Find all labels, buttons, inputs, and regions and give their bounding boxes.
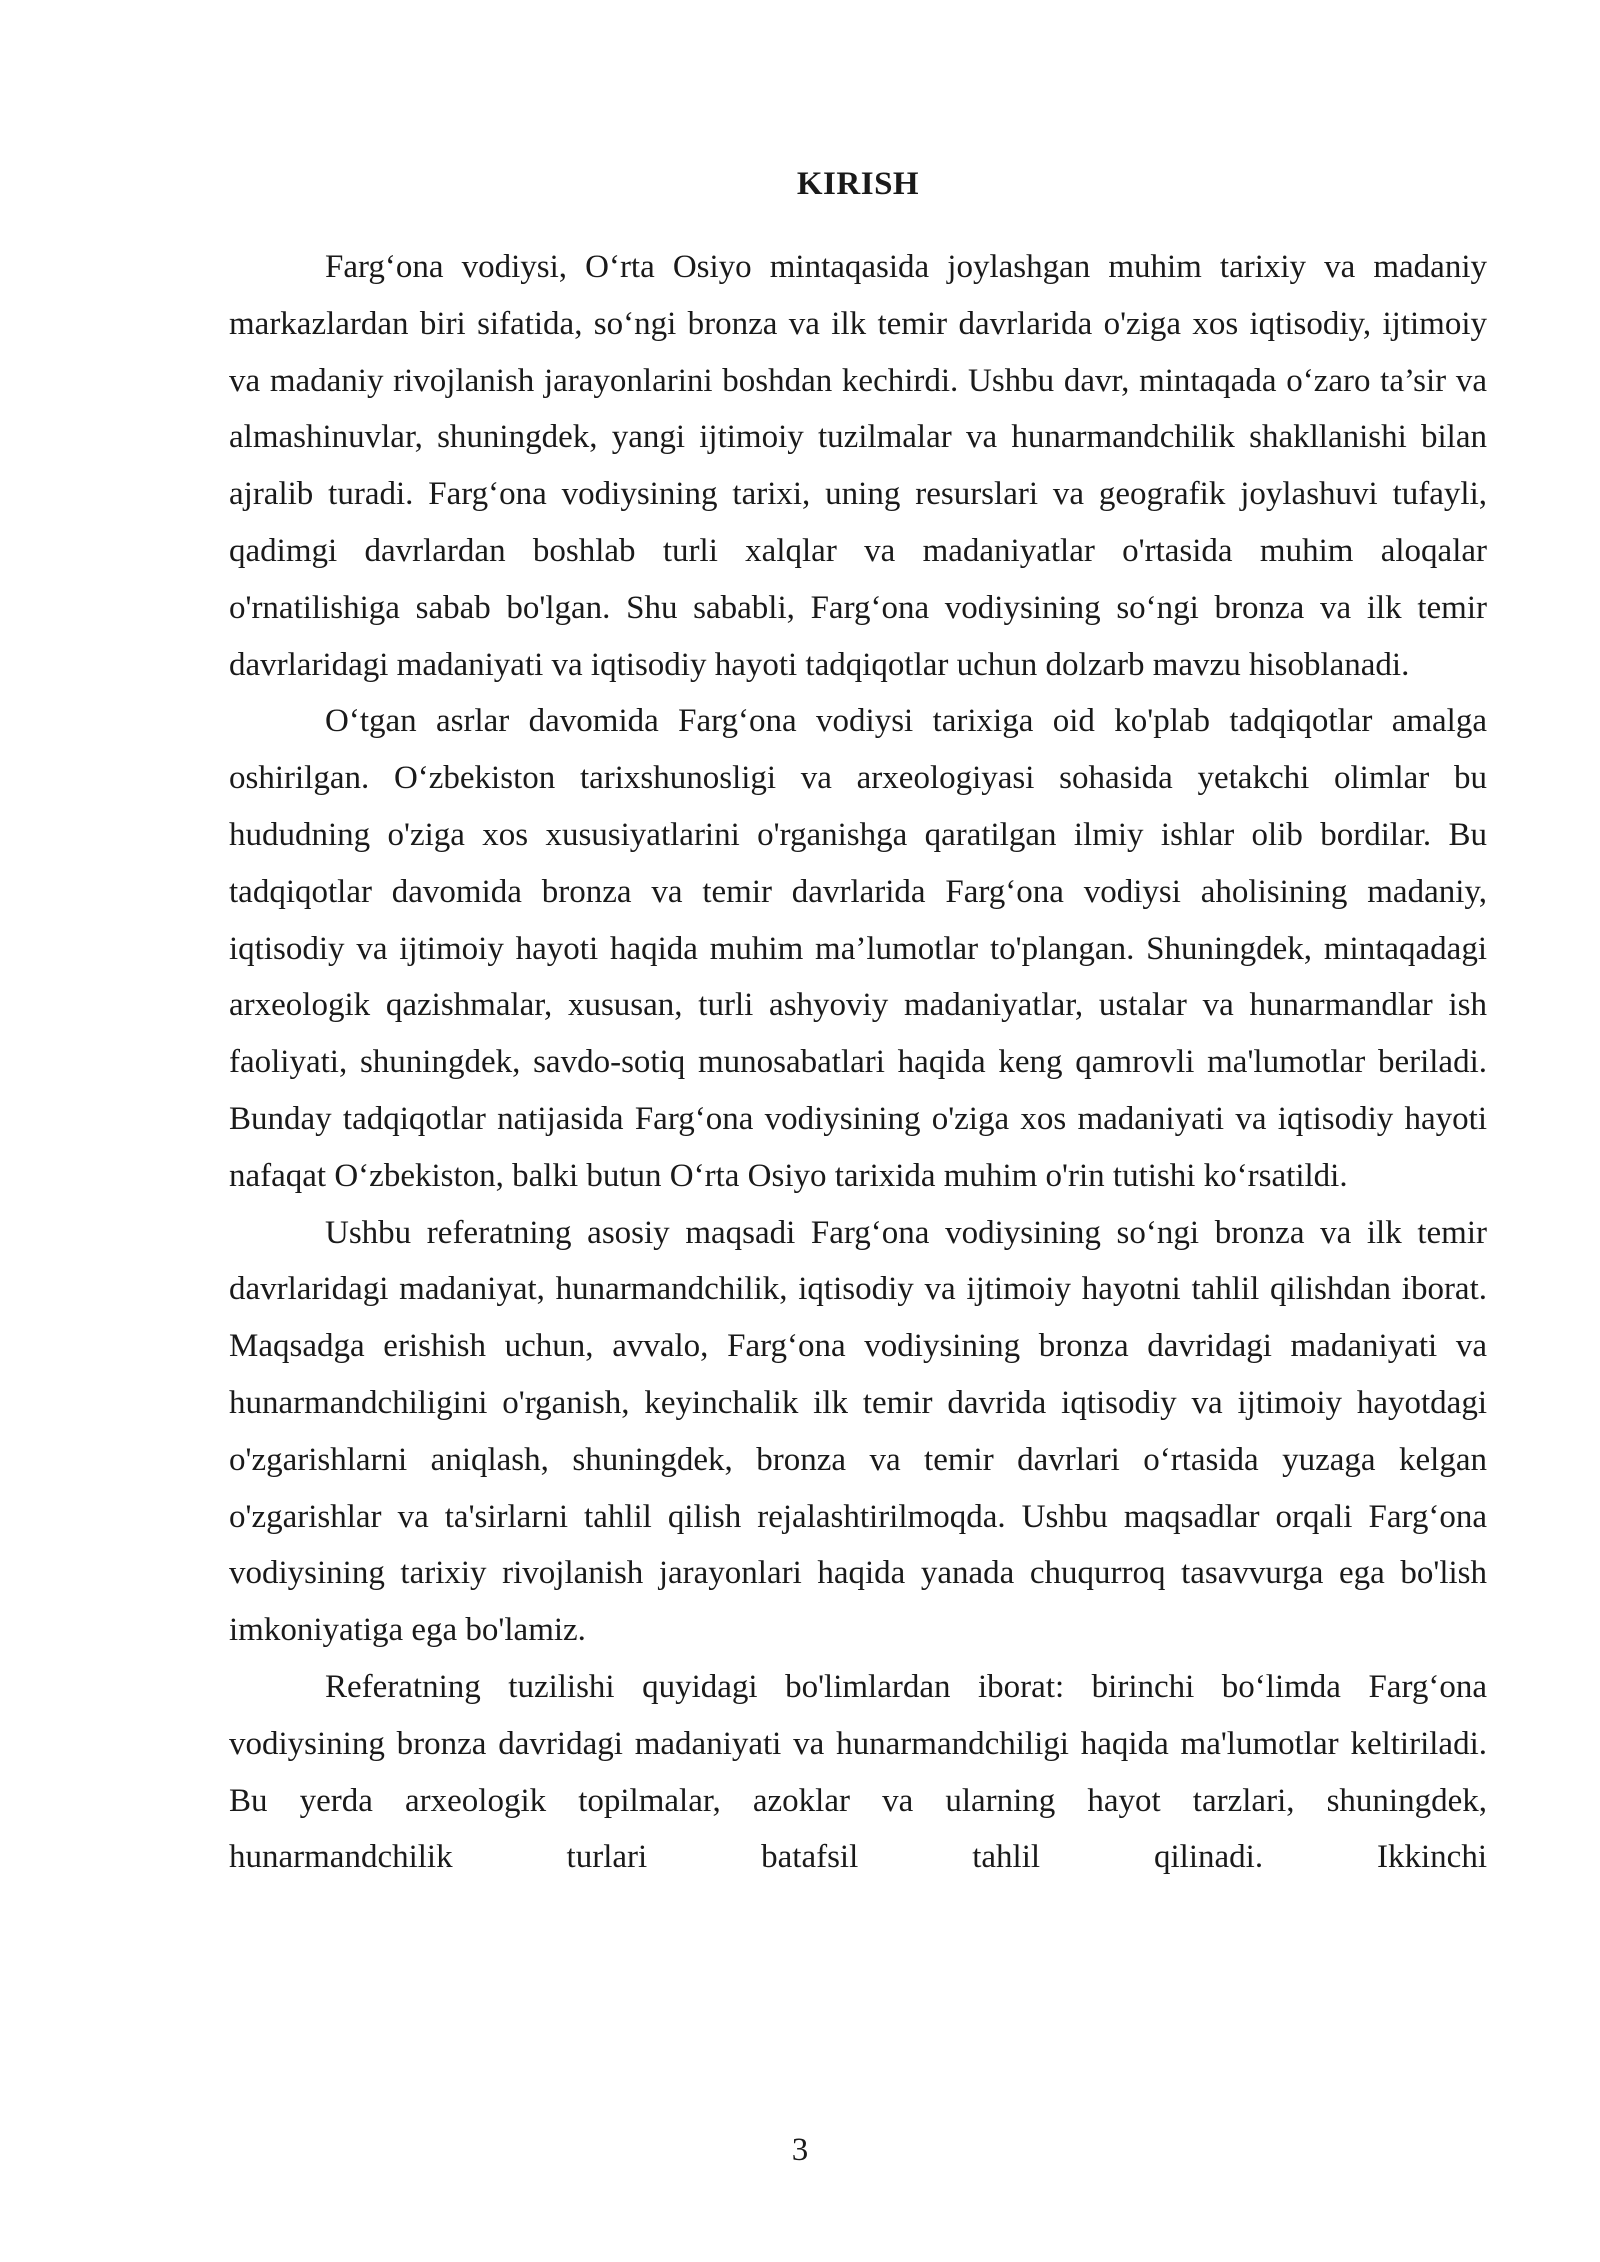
document-page (229, 150, 1487, 1886)
section-title: KIRISH (796, 166, 920, 202)
page-number: 3 (791, 2132, 809, 2168)
paragraph-3: Ushbu referatning asosiy maqsadi Farg‘ona vodiysining so‘ngi bronza va ilk temir davrlaridagi madaniyat, hunarmandchilik, iqtisodiy va ijtimoiy hayotni tahlil qilishdan iborat. Maqsadga erishish uchun, avvalo, Farg‘ona vodiysining bronza davridagi madaniyati va hunarmandchiligini o'rganish, keyinchalik ilk temir davrida iqtisodiy va ijtimoiy hayotdagi o'zgarishlarni aniqlash, shuningdek, bronza va temir davrlari o‘rtasida yuzaga kelgan o'zgarishlar va ta'sirlarni tahlil qilish rejalashtirilmoqda. Ushbu maqsadlar orqali Farg‘ona vodiysining tarixiy rivojlanish jarayonlari haqida yanada chuqurroq tasavvurga ega bo'lish imkoniyatiga ega bo'lamiz. (229, 1214, 1487, 1649)
paragraph-4: Referatning tuzilishi quyidagi bo'limlardan iborat: birinchi bo‘limda Farg‘ona vodiysining bronza davridagi madaniyati va hunarmandchiligi haqida ma'lumotlar keltiriladi. Bu yerda arxeologik topilmalar, azoklar va ularning hayot tarzlari, shuningdek, hunarmandchilik turlari batafsil tahlil qilinadi. Ikkinchi (229, 1668, 1487, 1876)
paragraph-2: O‘tgan asrlar davomida Farg‘ona vodiysi tarixiga oid ko'plab tadqiqotlar amalga oshirilgan. O‘zbekiston tarixshunosligi va arxeologiyasi sohasida yetakchi olimlar bu hududning o'ziga xos xususiyatlarini o'rganishga qaratilgan ilmiy ishlar olib bordilar. Bu tadqiqotlar davomida bronza va temir davrlarida Farg‘ona vodiysi aholisining madaniy, iqtisodiy va ijtimoiy hayoti haqida muhim ma’lumotlar to'plangan. Shuningdek, mintaqadagi arxeologik qazishmalar, xususan, turli ashyoviy madaniyatlar, ustalar va hunarmandlar ish faoliyati, shuningdek, savdo-sotiq munosabatlari haqida keng qamrovli ma'lumotlar beriladi. Bunday tadqiqotlar natijasida Farg‘ona vodiysining o'ziga xos madaniyati va iqtisodiy hayoti nafaqat O‘zbekiston, balki butun O‘rta Osiyo tarixida muhim o'rin tutishi ko‘rsatildi. (229, 703, 1487, 1194)
paragraph-1: Farg‘ona vodiysi, O‘rta Osiyo mintaqasida joylashgan muhim tarixiy va madaniy markazlardan biri sifatida, so‘ngi bronza va ilk temir davrlarida o'ziga xos iqtisodiy, ijtimoiy va madaniy rivojlanish jarayonlarini boshdan kechirdi. Ushbu davr, mintaqada o‘zaro ta’sir va almashinuvlar, shuningdek, yangi ijtimoiy tuzilmalar va hunarmandchilik shakllanishi bilan ajralib turadi. Farg‘ona vodiysining tarixi, uning resurslari va geografik joylashuvi tufayli, qadimgi davrlardan boshlab turli xalqlar va madaniyatlar o'rtasida muhim aloqalar o'rnatilishiga sabab bo'lgan. Shu sababli, Farg‘ona vodiysining so‘ngi bronza va ilk temir davrlaridagi madaniyati va iqtisodiy hayoti tadqiqotlar uchun dolzarb mavzu hisoblanadi. (229, 249, 1487, 683)
